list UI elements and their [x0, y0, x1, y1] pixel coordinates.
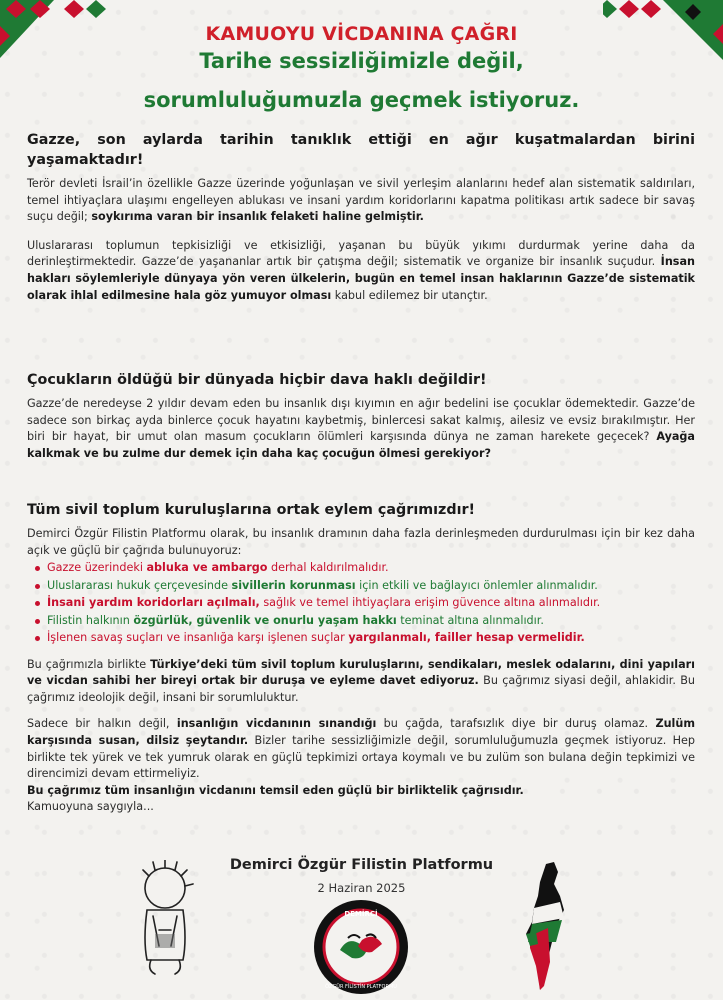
text: İşlenen savaş suçları ve insanlığa karşı işlenen suçlar [47, 631, 349, 645]
bold-text: İnsan hakları söylemleriyle dünyaya yön veren ülkelerin, bugün en temel insan haklarının Gazze’de sistematik olarak ihlal edilmesine hala göz yumuyor olması [27, 255, 695, 302]
section-children [27, 370, 695, 462]
paragraph [27, 657, 695, 707]
logo-ring-text: ÖZGÜR FİLİSTİN PLATFORMU [325, 984, 397, 990]
bold-text: insanlığın vicdanının sınandığı [176, 717, 377, 731]
text: sağlık ve temel ihtiyaçlara erişim güvence altına alınmalıdır. [259, 596, 601, 610]
bullet-dot-icon [35, 584, 40, 589]
paragraph [27, 783, 695, 800]
text: Bu çağrımız siyasi değil, ahlakidir. Bu çağrımız ideolojik değil, insani bir sorumluluktur. [27, 674, 695, 704]
demand-item [35, 612, 695, 630]
text: Gazze üzerindeki [47, 561, 147, 575]
paragraph [27, 238, 695, 304]
section-heading: Tüm sivil toplum kuruluşlarına ortak eylem çağrımızdır! [27, 502, 476, 518]
bold-text: özgürlük, güvenlik ve onurlu yaşam hakkı [133, 613, 397, 627]
text: için etkili ve bağlayıcı önlemler alınmalıdır. [355, 578, 598, 592]
subtitle-line-1: Tarihe sessizliğimizle değil, [199, 49, 524, 73]
section-heading: Çocukların öldüğü bir dünyada hiçbir dava haklı değildir! [27, 372, 487, 388]
subtitle-line-2: sorumluluğumuzla geçmek istiyoruz. [143, 88, 580, 112]
bullet-dot-icon [35, 566, 40, 571]
text: Uluslararası toplumun tepkisizliği ve etkisizliği, yaşanan bu büyük yıkımı durdurmak yerine daha da derinleştirmektedir. Gazze’de yaşananlar artık bir çatışma değil; sistematik ve organize bir insanlık suçudur. [27, 238, 695, 269]
text: Bizler tarihe sessizliğimizle değil, sorumluluğumuzla geçmek istiyoruz. Hep birlikte tek yürek ve tek yumruk olarak en güçlü tepkimizi ortaya koymalı ve bu zulüm son bulana değin tepkimizi ve direncimizi devam ettirmeliyiz. [27, 734, 695, 781]
logo-top-text: DEMİRCİ [344, 910, 378, 918]
bold-text: Zulüm karşısında susan, dilsiz şeytandır. [27, 717, 696, 748]
text: Bu çağrımızla birlikte [27, 657, 147, 671]
demand-item [35, 594, 695, 612]
bold-text: Ayağa kalkmak ve bu zulme dur demek için daha kaç çocuğun ölmesi gerekiyor? [27, 430, 695, 460]
paragraph [27, 176, 695, 226]
bold-text: Türkiye’deki tüm sivil toplum kuruluşlarını, sendikaları, meslek odalarını, dini yapıları ve vicdan sahibi her bireyi ortak bir duruşa ve eyleme davet ediyoruz. [27, 657, 696, 688]
signature-org: Demirci Özgür Filistin Platformu [229, 857, 494, 873]
call-title: KAMUOYU VİCDANINA ÇAĞRI [205, 23, 518, 45]
text: teminat altına alınmalıdır. [396, 613, 544, 627]
bold-text: yargılanmalı, failler hesap vermelidir. [348, 631, 585, 645]
demand-item [35, 559, 695, 577]
bold-text: Bu çağrımız tüm insanlığın vicdanını temsil eden güçlü bir birliktelik çağrısıdır. [27, 783, 524, 797]
bullet-dot-icon [35, 619, 40, 624]
signature-date: 2 Haziran 2025 [317, 881, 406, 895]
text: Terör devleti İsrail’in özellikle Gazze üzerinde yoğunlaşan ve sivil yerleşim alanlarını hedef alan sistematik saldırıları, temel ihtiyaçlara ulaşımı engelleyen ablukası ve insani yardım koridorlarını kapatma politikası artık sadece bir savaş suçu değil; [27, 177, 695, 224]
bullet-dot-icon [35, 601, 40, 606]
demands-list [27, 559, 695, 647]
section-heading: Gazze, son aylarda tarihin tanıklık ettiği en ağır kuşatmalardan birini yaşamaktadır! [27, 132, 695, 168]
bold-text: soykırıma varan bir insanlık felaketi haline gelmiştir. [91, 210, 424, 224]
text: Uluslararası hukuk çerçevesinde [47, 578, 232, 592]
bold-text: abluka ve ambargo [146, 561, 268, 575]
text: derhal kaldırılmalıdır. [267, 561, 389, 575]
text: kabul edilemez bir utançtır. [334, 288, 488, 302]
paragraph [27, 396, 695, 462]
paragraph: Demirci Özgür Filistin Platformu olarak, bu insanlık dramının daha fazla derinleşmeden durdurulması için bir kez daha açık ve güçlü bir çağrıda bulunuyoruz: [27, 527, 695, 557]
closing-line: Kamuoyuna saygıyla... [27, 800, 154, 814]
bold-text: sivillerin korunması [231, 578, 356, 592]
bold-text: İnsani yardım koridorları açılmalı, [47, 596, 260, 610]
demand-item [35, 577, 695, 595]
palestine-map-flag-icon [524, 862, 584, 992]
text: Sadece bir halkın değil, [27, 717, 170, 731]
bullet-dot-icon [35, 636, 40, 641]
text: bu çağda, tarafsızlık diye bir duruş olamaz. [383, 717, 649, 731]
handala-figure-icon [125, 860, 205, 978]
text: Filistin halkının [47, 613, 134, 627]
text: Gazze’de neredeyse 2 yıldır devam eden bu insanlık dışı kıyımın en ağır bedelini ise çocuklar ödemektedir. Gazze’de sadece son birkaç ayda binlerce çocuk hayatını kaybetmiş, binlercesi sakat kalmış, ailesiz ve evsiz bırakılmıştır. Her biri bir hayat, bir umut olan masum çocukların ölümleri karşısında dünya ne zaman harekete geçecek? [27, 397, 695, 444]
paragraph [27, 716, 695, 782]
section-gaza-siege [27, 130, 695, 304]
section-call-to-action [27, 500, 695, 816]
demand-item [35, 629, 695, 647]
platform-logo [312, 898, 410, 996]
